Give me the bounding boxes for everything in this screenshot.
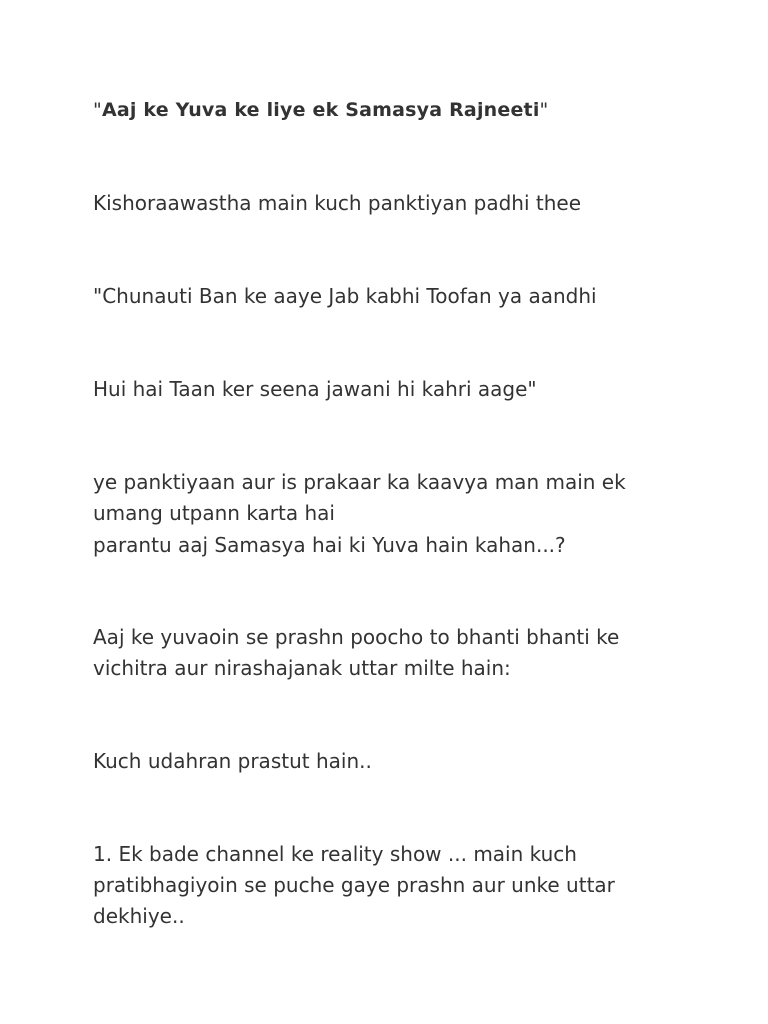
paragraph-1-line-1: Kishoraawastha main kuch panktiyan padhi thee xyxy=(93,191,581,215)
paragraph-5-line-1: Aaj ke yuvaoin se prashn poocho to bhanti bhanti ke xyxy=(93,625,620,649)
paragraph-2-line-1: "Chunauti Ban ke aaye Jab kabhi Toofan ya aandhi xyxy=(93,284,597,308)
paragraph-4-line-1: ye panktiyaan aur is prakaar ka kaavya man main ek xyxy=(93,470,626,494)
paragraph-4-line-2: umang utpann karta hai xyxy=(93,501,335,525)
paragraph-6-line-1: Kuch udahran prastut hain.. xyxy=(93,749,372,773)
paragraph-4-line-3: parantu aaj Samasya hai ki Yuva hain kahan...? xyxy=(93,533,566,557)
paragraph-7-line-3: dekhiye.. xyxy=(93,904,185,928)
document-title xyxy=(93,95,693,126)
paragraph-5-line-2: vichitra aur nirashajanak uttar milte hain: xyxy=(93,656,511,680)
paragraph-7-line-1: 1. Ek bade channel ke reality show ... main kuch xyxy=(93,842,577,866)
paragraph-3-line-1: Hui hai Taan ker seena jawani hi kahri aage" xyxy=(93,377,537,401)
title-open-quote: " xyxy=(93,99,102,121)
paragraph-7-line-2: pratibhagiyoin se puche gaye prashn aur unke uttar xyxy=(93,873,615,897)
title-close-quote: " xyxy=(539,99,549,121)
title-text: Aaj ke Yuva ke liye ek Samasya Rajneeti xyxy=(101,99,540,121)
